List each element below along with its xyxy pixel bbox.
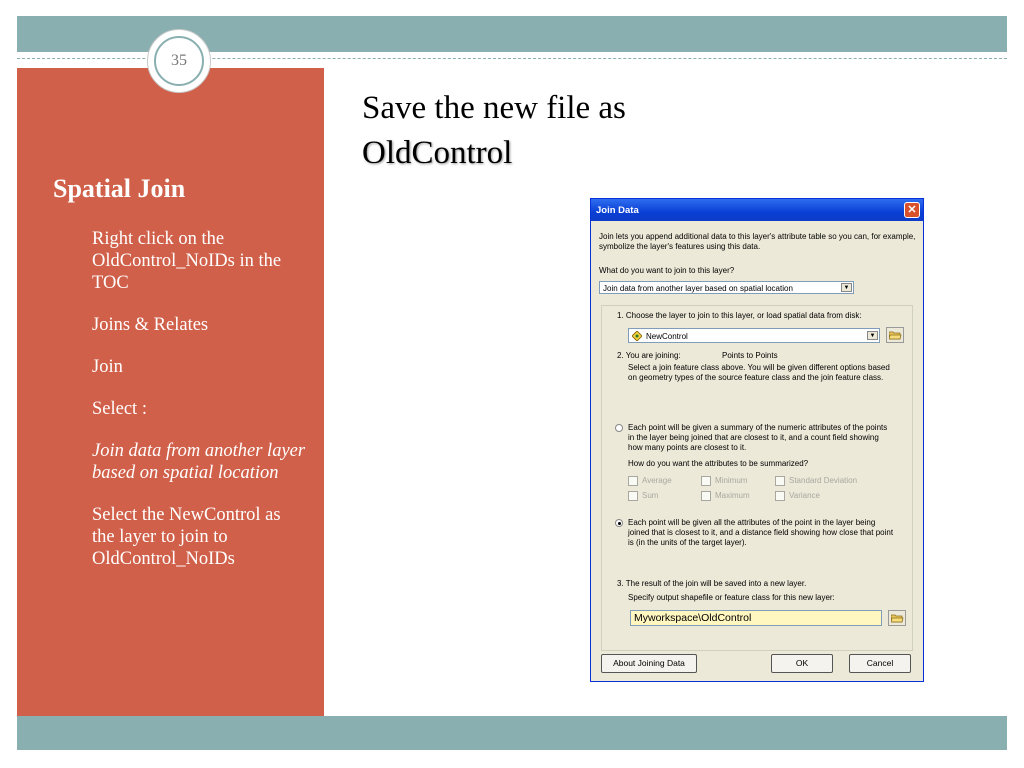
open-folder-icon[interactable] (888, 610, 906, 626)
main-title (362, 86, 626, 176)
average-checkbox[interactable]: Average (628, 476, 672, 486)
step2-label: 2. You are joining: (617, 351, 681, 360)
variance-checkbox[interactable]: Variance (775, 491, 820, 501)
std-deviation-checkbox[interactable]: Standard Deviation (775, 476, 857, 486)
step3-label: 3. The result of the join will be saved into a new layer. (617, 579, 807, 588)
join-options-group (601, 305, 913, 651)
join-type-dropdown[interactable] (599, 281, 854, 294)
summary-radio[interactable] (615, 424, 623, 432)
close-button[interactable]: ✕ (904, 202, 920, 218)
output-path-input[interactable]: Myworkspace\OldControl (630, 610, 882, 626)
instruction-item: Select the NewControl as the layer to join to OldControl_NoIDs (92, 505, 281, 569)
join-data-dialog (590, 198, 924, 682)
instruction-list (92, 228, 307, 590)
chevron-down-icon[interactable]: ▼ (841, 283, 852, 292)
ok-button[interactable]: OK (771, 654, 833, 673)
layer-icon (632, 331, 642, 341)
bottom-band (17, 716, 1007, 750)
summarize-question: How do you want the attributes to be summarized? (628, 459, 809, 468)
join-question: What do you want to join to this layer? (599, 266, 735, 275)
step2-value: Points to Points (722, 351, 778, 360)
layer-value: NewControl (646, 332, 688, 341)
instruction-item: Select : (92, 399, 147, 419)
about-joining-data-button[interactable]: About Joining Data (601, 654, 697, 673)
instruction-item: Join (92, 357, 123, 377)
instruction-item: Joins & Relates (92, 315, 209, 335)
step3-sublabel: Specify output shapefile or feature class for this new layer: (628, 593, 835, 602)
dialog-titlebar[interactable] (591, 199, 923, 221)
chevron-down-icon[interactable]: ▼ (867, 331, 878, 340)
join-type-value: Join data from another layer based on spatial location (603, 284, 793, 293)
intro-text: Join lets you append additional data to this layer's attribute table so you can, for example, symbolize the layer's features using this data. (599, 232, 916, 251)
page-number-badge (147, 29, 211, 93)
page-number: 35 (154, 36, 204, 86)
step1-label: 1. Choose the layer to join to this layer, or load spatial data from disk: (617, 311, 862, 320)
all-attributes-option-text: Each point will be given all the attributes of the point in the layer being joined that is closest to it, and a distance field showing how close that point is (in the units of the target layer). (628, 518, 894, 547)
cancel-button[interactable]: Cancel (849, 654, 911, 673)
maximum-checkbox[interactable]: Maximum (701, 491, 750, 501)
main-title-line: Save the new file as (362, 90, 626, 126)
layer-dropdown[interactable] (628, 328, 880, 343)
sum-checkbox[interactable]: Sum (628, 491, 658, 501)
step2-description: Select a join feature class above. You will be given different options based on geometry types of the source feature class and the join feature class. (628, 363, 890, 382)
minimum-checkbox[interactable]: Minimum (701, 476, 747, 486)
summary-option-text: Each point will be given a summary of the numeric attributes of the points in the layer being joined that are closest to it, and a count field showing how many points are closest to it. (628, 423, 888, 452)
instruction-item: Right click on the OldControl_NoIDs in the TOC (92, 229, 282, 293)
main-title-filename: OldControl (362, 135, 513, 171)
side-title: Spatial Join (53, 174, 186, 203)
instruction-item: Join data from another layer based on spatial location (92, 441, 306, 483)
open-folder-icon[interactable] (886, 327, 904, 343)
all-attributes-radio[interactable] (615, 519, 623, 527)
dialog-title: Join Data (596, 205, 639, 216)
